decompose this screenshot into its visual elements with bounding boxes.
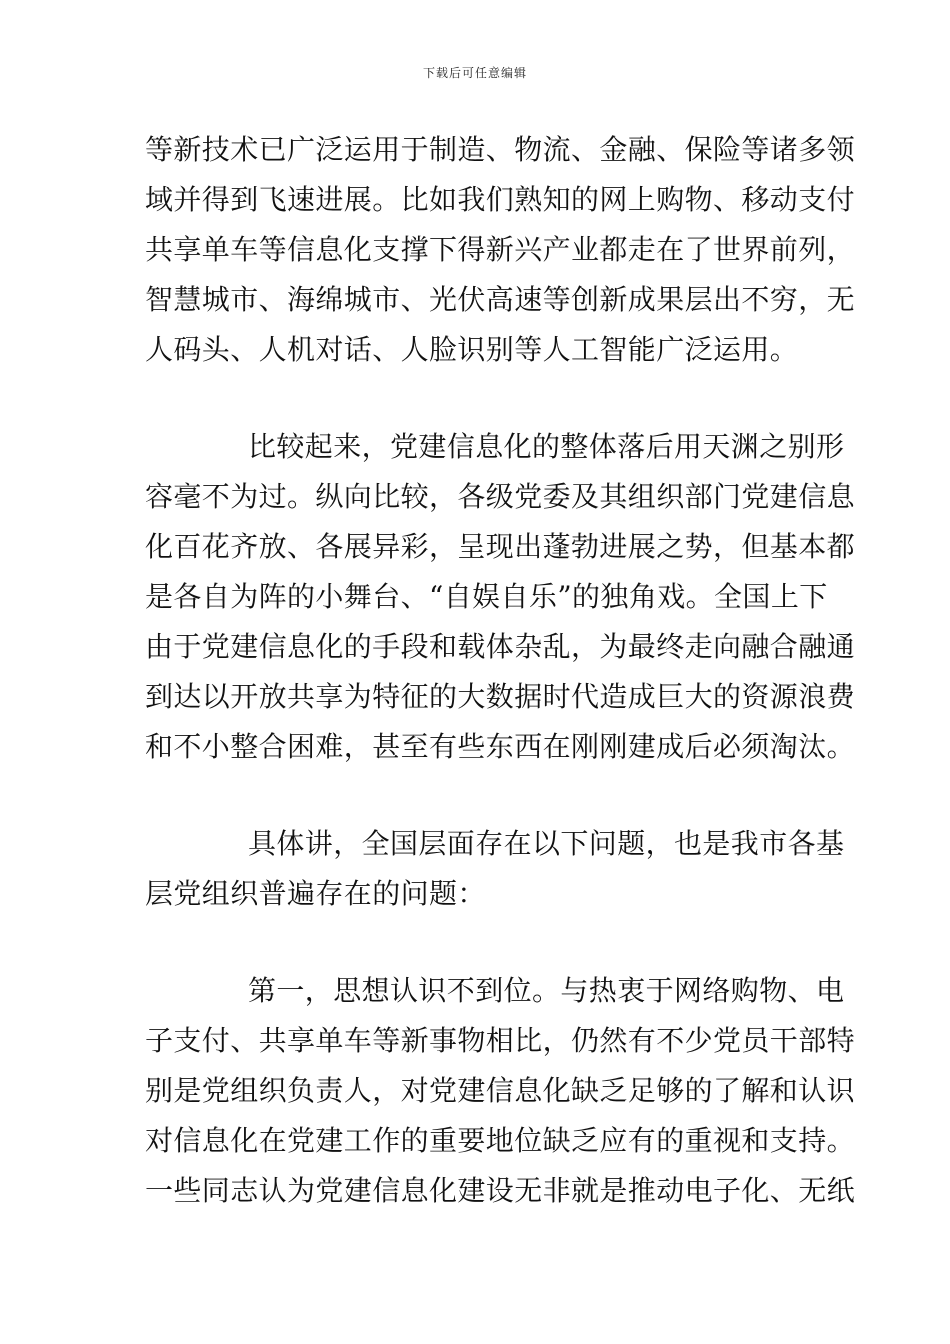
text-line: 层党组织普遍存在的问题： (145, 877, 486, 910)
text-line: 比较起来，党建信息化的整体落后用天渊之别形 (248, 430, 845, 463)
text-line: 共享单车等信息化支撑下得新兴产业都走在了世界前列， (145, 233, 856, 266)
paragraph (145, 966, 856, 1216)
text-line: 化百花齐放、各展异彩，呈现出蓬勃进展之势，但基本都 (145, 530, 856, 563)
text-line: 别是党组织负责人，对党建信息化缺乏足够的了解和认识 (145, 1074, 856, 1107)
paragraph-gap (145, 919, 805, 966)
text-line: 由于党建信息化的手段和载体杂乱，为最终走向融合融通 (145, 630, 856, 663)
text-line: 是各自为阵的小舞台、“自娱自乐”的独角戏。全国上下 (145, 580, 828, 613)
text-line: 具体讲，全国层面存在以下问题，也是我市各基 (248, 827, 845, 860)
text-line: 人码头、人机对话、人脸识别等人工智能广泛运用。 (145, 333, 799, 366)
document-body (145, 125, 856, 1216)
paragraph-gap (145, 375, 805, 422)
paragraph-gap (145, 772, 805, 819)
paragraph (145, 819, 845, 919)
text-line: 一些同志认为党建信息化建设无非就是推动电子化、无纸 (145, 1174, 856, 1207)
page-header: 下载后可任意编辑 (422, 66, 527, 80)
text-line: 和不小整合困难，甚至有些东西在刚刚建成后必须淘汰。 (145, 730, 856, 763)
text-line: 第一，思想认识不到位。与热衷于网络购物、电 (248, 974, 845, 1007)
text-line: 等新技术已广泛运用于制造、物流、金融、保险等诸多领 (145, 133, 856, 166)
text-line: 子支付、共享单车等新事物相比，仍然有不少党员干部特 (145, 1024, 856, 1057)
text-line: 到达以开放共享为特征的大数据时代造成巨大的资源浪费 (145, 680, 856, 713)
text-line: 智慧城市、海绵城市、光伏高速等创新成果层出不穷，无 (145, 283, 856, 316)
paragraph (145, 125, 856, 375)
text-line: 域并得到飞速进展。比如我们熟知的网上购物、移动支付 (145, 183, 856, 216)
text-line: 对信息化在党建工作的重要地位缺乏应有的重视和支持。 (145, 1124, 856, 1157)
paragraph (145, 422, 856, 772)
text-line: 容毫不为过。纵向比较，各级党委及其组织部门党建信息 (145, 480, 856, 513)
